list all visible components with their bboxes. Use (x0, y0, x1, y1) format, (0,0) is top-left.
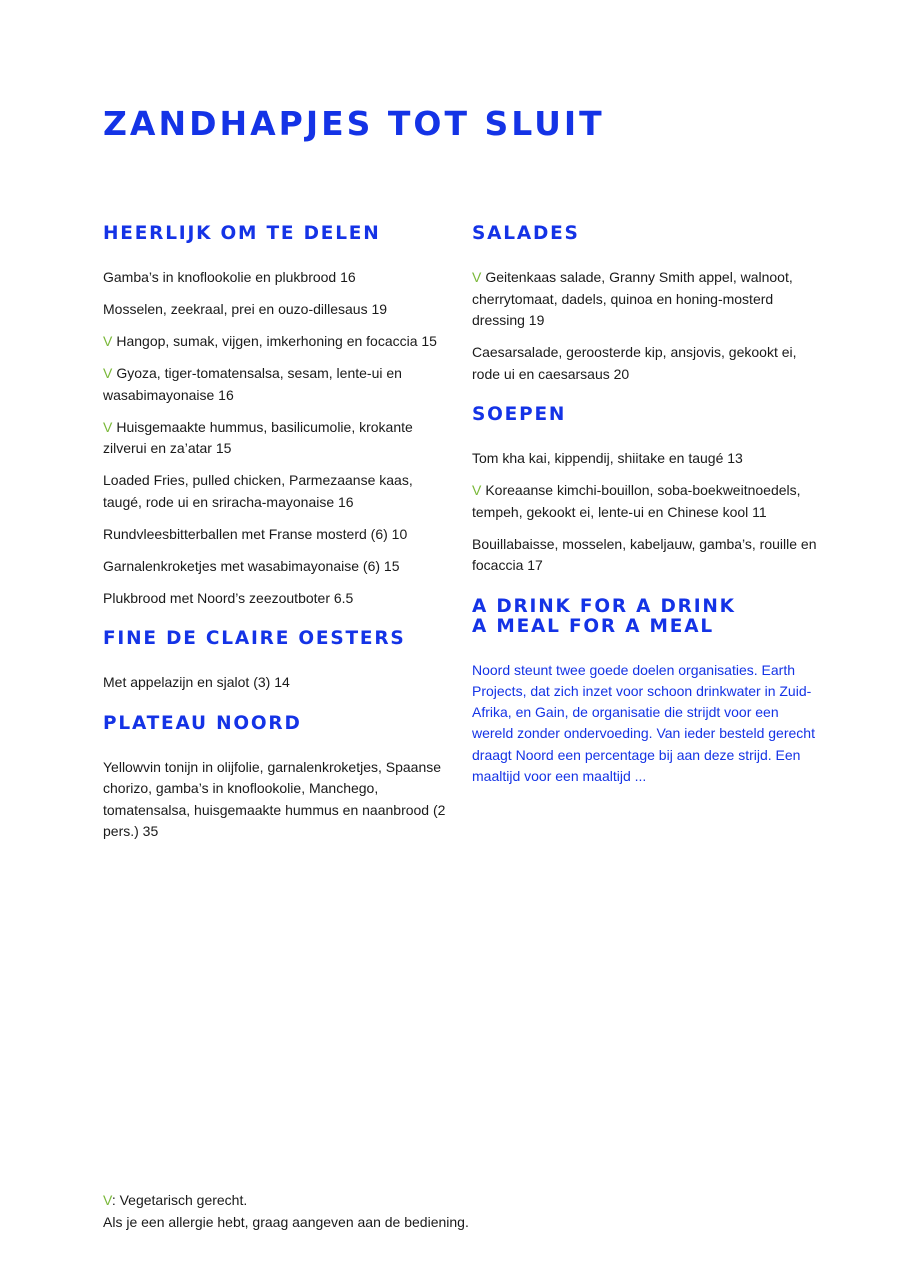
menu-item-text: Hangop, sumak, vijgen, imkerhoning en focaccia 15 (116, 333, 437, 349)
menu-item (103, 757, 448, 843)
section-charity (472, 597, 817, 788)
menu-item-text: Bouillabaisse, mosselen, kabeljauw, gamba’s, rouille en focaccia 17 (472, 535, 817, 573)
section-heading: HEERLIJK OM TE DELEN (103, 223, 381, 244)
vegetarian-marker: V (103, 333, 113, 349)
section-delen (103, 224, 448, 609)
menu-list (472, 267, 817, 385)
right-column (472, 224, 817, 807)
footer-notes (103, 1190, 469, 1233)
menu-list (103, 757, 448, 843)
menu-item-text: Garnalenkroketjes met wasabimayonaise (6) 15 (103, 557, 400, 574)
menu-item (103, 299, 448, 321)
menu-item-text: Met appelazijn en sjalot (3) 14 (103, 674, 290, 690)
page-title: ZANDHAPJES TOT SLUIT (103, 104, 605, 143)
menu-item (103, 672, 448, 694)
menu-item-text: Caesarsalade, geroosterde kip, ansjovis, gekookt ei, rode ui en caesarsaus 20 (472, 344, 797, 382)
charity-heading (472, 597, 817, 637)
vegetarian-marker: V (103, 365, 113, 381)
section-heading: SOEPEN (472, 404, 567, 425)
menu-item-text: Plukbrood met Noord’s zeezoutboter 6.5 (103, 589, 354, 606)
vegetarian-marker: V (472, 269, 482, 285)
vegetarian-marker: V (103, 418, 113, 435)
menu-item (103, 524, 448, 546)
menu-item (472, 480, 817, 523)
menu-item-text: Huisgemaakte hummus, basilicumolie, krokante zilverui en za’atar 15 (103, 418, 413, 456)
section-oesters (103, 629, 448, 694)
menu-item-text: Gamba’s in knoflookolie en plukbrood 16 (103, 269, 356, 285)
menu-item (472, 448, 817, 470)
menu-item (103, 363, 448, 406)
section-heading: SALADES (472, 223, 580, 244)
menu-item-text: Geitenkaas salade, Granny Smith appel, walnoot, cherrytomaat, dadels, quinoa en honing-mosterd dressing 19 (472, 269, 793, 328)
section-soepen (472, 405, 817, 577)
charity-heading-line: A MEAL FOR A MEAL (472, 615, 714, 637)
menu-item-text: Loaded Fries, pulled chicken, Parmezaanse kaas, taugé, rode ui en sriracha-mayonaise 16 (103, 472, 413, 510)
menu-item (472, 342, 817, 385)
menu-item (103, 267, 448, 289)
section-heading: FINE DE CLAIRE OESTERS (103, 628, 406, 649)
menu-list (103, 672, 448, 694)
menu-item-text: Tom kha kai, kippendij, shiitake en taugé 13 (472, 450, 743, 466)
left-column (103, 224, 448, 863)
charity-text: Noord steunt twee goede doelen organisaties. Earth Projects, dat zich inzet voor schoon drinkwater in Zuid-Afrika, en Gain, de organisatie die strijdt voor een wereld zonder ondervoeding. Van ieder besteld gerecht draagt Noord een percentage bij aan deze strijd. Een maaltijd voor een maaltijd ... (472, 661, 815, 784)
menu-item-text: Koreaanse kimchi-bouillon, soba-boekweitnoedels, tempeh, gekookt ei, lente-ui en Chinese kool 11 (472, 482, 801, 520)
menu-item (103, 556, 448, 578)
section-plateau (103, 714, 448, 843)
menu-item (472, 534, 817, 577)
menu-item-text: Rundvleesbitterballen met Franse mosterd (6) 10 (103, 525, 408, 542)
menu-list (472, 448, 817, 577)
vegetarian-marker: V (472, 482, 482, 498)
vegetarian-marker: V (103, 1192, 112, 1208)
menu-item (472, 267, 817, 332)
menu-item (103, 588, 448, 610)
menu-item-text: Gyoza, tiger-tomatensalsa, sesam, lente-ui en wasabimayonaise 16 (103, 365, 402, 403)
charity-heading-line: A DRINK FOR A DRINK (472, 595, 736, 617)
allergy-note: Als je een allergie hebt, graag aangeven aan de bediening. (103, 1213, 469, 1230)
vegetarian-legend-text: : Vegetarisch gerecht. (111, 1192, 248, 1208)
section-salades (472, 224, 817, 385)
menu-list (103, 267, 448, 609)
menu-item (103, 470, 448, 513)
section-heading: PLATEAU NOORD (103, 712, 302, 734)
menu-item (103, 331, 448, 353)
menu-item-text: Yellowvin tonijn in olijfolie, garnalenkroketjes, Spaanse chorizo, gamba’s in knoflookolie, Manchego, tomatensalsa, huisgemaakte hummus en naanbrood (2 pers.) 35 (103, 758, 446, 839)
menu-item-text: Mosselen, zeekraal, prei en ouzo-dillesaus 19 (103, 301, 388, 317)
vegetarian-legend (103, 1190, 469, 1212)
menu-item (103, 417, 448, 460)
